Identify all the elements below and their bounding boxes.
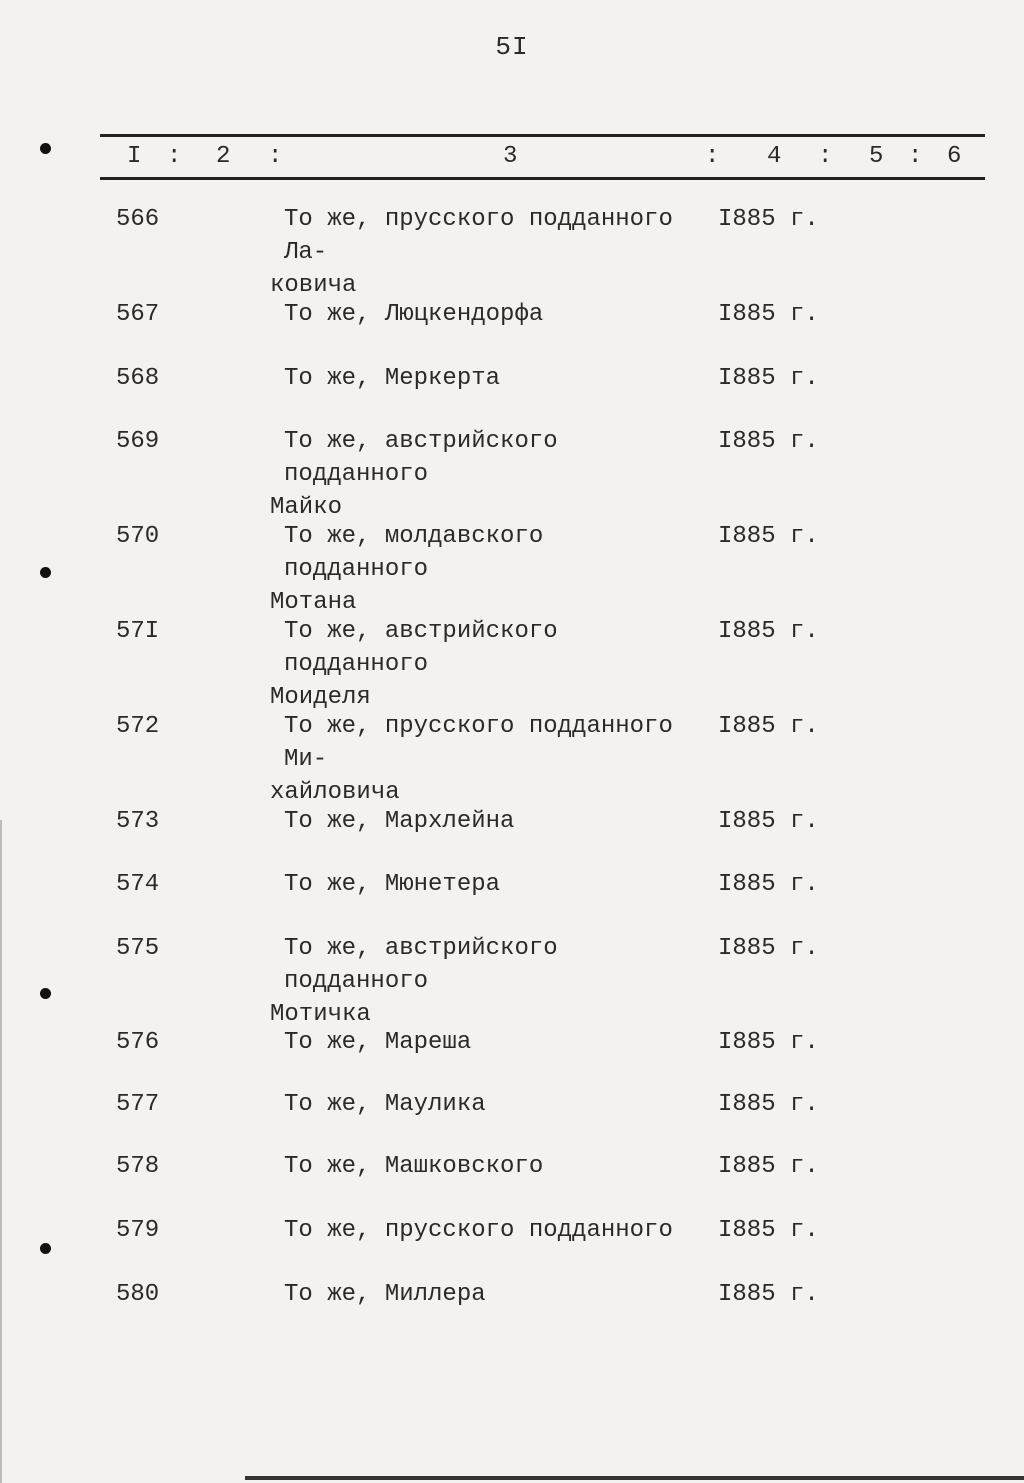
row-year: I885 г. [718,301,819,328]
row-number: 567 [116,301,160,328]
row-year: I885 г. [718,808,819,835]
punch-hole-mark [40,143,51,154]
header-col-6: 6 [947,143,962,170]
header-col-1: I [127,143,142,170]
row-description [270,1278,700,1311]
row-number: 580 [116,1281,160,1308]
header-sep-1: : [167,143,182,170]
scan-bottom-edge [245,1476,1024,1480]
row-year: I885 г. [718,618,819,645]
row-number: 574 [116,871,160,898]
row-number: 566 [116,206,160,233]
row-year: I885 г. [718,871,819,898]
row-number: 577 [116,1091,160,1118]
row-year: I885 г. [718,1091,819,1118]
row-number: 575 [116,935,160,962]
row-description [270,805,700,838]
row-year: I885 г. [718,1029,819,1056]
row-description-line1: То же, Люцкендорфа [284,301,544,328]
header-col-4: 4 [767,143,782,170]
row-description-line1: То же, Маулика [284,1091,486,1118]
row-number: 579 [116,1217,160,1244]
row-description [270,1150,700,1183]
header-col-5: 5 [869,143,884,170]
punch-hole-mark [40,567,51,578]
row-description-line1: То же, Мареша [284,1029,472,1056]
row-description [270,425,700,524]
row-description-line1: То же, австрийского подданного [284,618,558,678]
row-description [270,1088,700,1121]
punch-hole-mark [40,988,51,999]
row-description [270,615,700,714]
row-number: 572 [116,713,160,740]
row-description-line2: хайловича [270,779,400,806]
row-description-line1: То же, Машковского [284,1153,544,1180]
row-year: I885 г. [718,365,819,392]
row-description [270,868,700,901]
header-sep-4: : [818,143,833,170]
row-year: I885 г. [718,713,819,740]
row-number: 578 [116,1153,160,1180]
row-number: 570 [116,523,160,550]
row-description-line2: Мотана [270,589,357,616]
page-number: 5I [495,32,529,62]
row-description-line2: Майко [270,494,343,521]
row-description [270,932,700,1031]
row-number: 569 [116,428,160,455]
row-description-line1: То же, Меркерта [284,365,501,392]
row-description-line1: То же, прусского подданного Ла- [284,206,673,266]
header-sep-2: : [268,143,283,170]
row-description-line1: То же, Мюнетера [284,871,501,898]
row-description-line1: То же, Мархлейна [284,808,515,835]
row-description [270,1214,700,1247]
row-description [270,1026,700,1059]
row-description-line1: То же, прусского подданного Ми- [284,713,673,773]
row-year: I885 г. [718,523,819,550]
row-number: 57I [116,618,160,645]
row-year: I885 г. [718,1281,819,1308]
row-description [270,520,700,619]
row-description [270,298,700,331]
header-sep-5: : [908,143,923,170]
row-description [270,362,700,395]
header-col-2: 2 [216,143,231,170]
row-year: I885 г. [718,428,819,455]
row-number: 576 [116,1029,160,1056]
row-description-line1: То же, австрийского подданного [284,935,558,995]
row-year: I885 г. [718,1217,819,1244]
header-bottom-rule [100,177,985,180]
row-description [270,203,700,302]
header-col-3: 3 [503,143,518,170]
punch-hole-mark [40,1243,51,1254]
row-description-line1: То же, молдавского подданного [284,523,544,583]
row-description [270,710,700,809]
row-year: I885 г. [718,935,819,962]
row-number: 568 [116,365,160,392]
row-year: I885 г. [718,206,819,233]
header-top-rule [100,134,985,137]
row-year: I885 г. [718,1153,819,1180]
row-description-line2: Моиделя [270,684,371,711]
header-sep-3: : [705,143,720,170]
row-number: 573 [116,808,160,835]
row-description-line1: То же, Миллера [284,1281,486,1308]
row-description-line2: Мотичка [270,1001,371,1028]
scan-margin-edge [0,820,2,1483]
row-description-line2: ковича [270,272,357,299]
row-description-line1: То же, австрийского подданного [284,428,558,488]
row-description-line1: То же, прусского подданного [284,1217,673,1244]
